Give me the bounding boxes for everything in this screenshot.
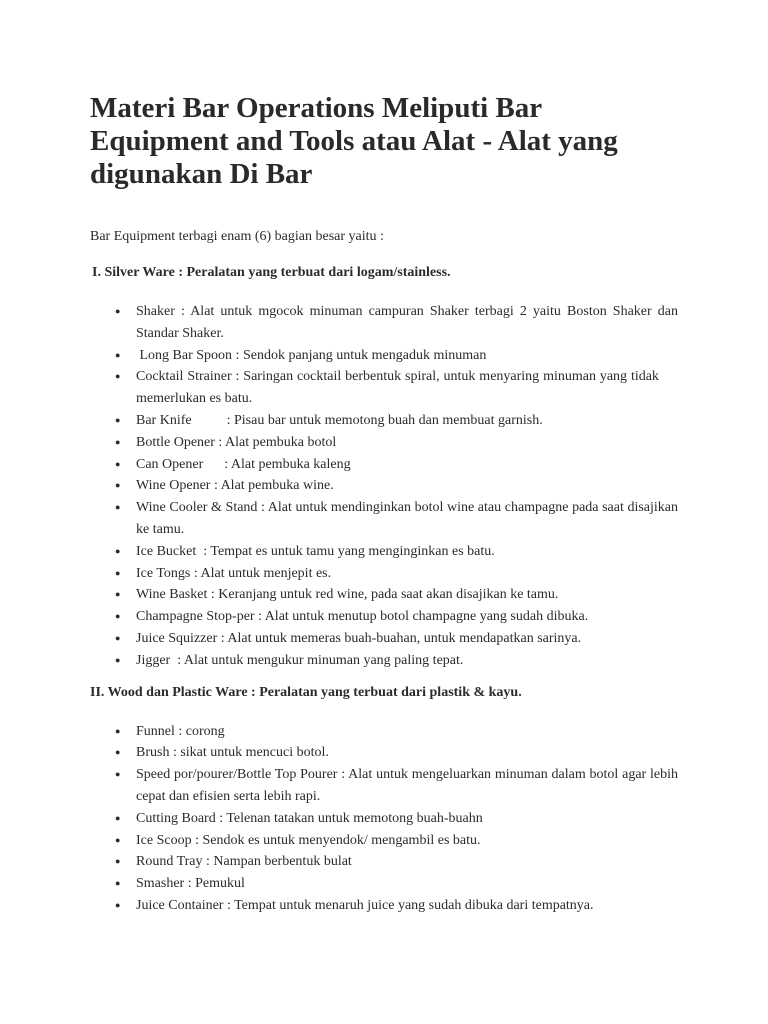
list-item-text: Wine Basket : Keranjang untuk red wine, pada saat akan disajikan ke tamu. <box>136 587 559 603</box>
list-item-text: Shaker : Alat untuk mgocok minuman campuran Shaker terbagi 2 yaitu Boston Shaker dan Standar Shaker. <box>136 304 678 341</box>
bullet-icon: ● <box>115 502 121 513</box>
list-item <box>90 432 678 454</box>
list-item <box>90 873 678 895</box>
bullet-icon: ● <box>115 654 121 665</box>
bullet-icon: ● <box>115 611 121 622</box>
list-item <box>90 366 678 410</box>
list-item-text: Juice Container : Tempat untuk menaruh juice yang sudah dibuka dari tempatnya. <box>136 897 594 913</box>
silver-ware-list <box>90 301 678 672</box>
list-item-text: Juice Squizzer : Alat untuk memeras buah-buahan, untuk mendapatkan sarinya. <box>136 630 582 646</box>
list-item <box>90 808 678 830</box>
list-item <box>90 301 678 345</box>
list-item-text: Cocktail Strainer : Saringan cocktail berbentuk spiral, untuk menyaring minuman yang tidak memerlukan es batu. <box>136 369 678 407</box>
list-item-text: Wine Cooler & Stand : Alat untuk mendinginkan botol wine atau champagne pada saat disajikan ke tamu. <box>136 500 678 537</box>
list-item-text: Cutting Board : Telenan tatakan untuk memotong buah-buahn <box>136 810 483 826</box>
list-item <box>90 563 678 585</box>
list-item-text: Ice Tongs : Alat untuk menjepit es. <box>136 565 332 581</box>
list-item <box>90 541 678 563</box>
list-item <box>90 475 678 497</box>
list-item <box>90 830 678 852</box>
bullet-icon: ● <box>115 545 121 556</box>
list-item-text: Round Tray : Nampan berbentuk bulat <box>136 854 352 870</box>
bullet-icon: ● <box>115 747 121 758</box>
wood-plastic-ware-list <box>90 721 678 917</box>
list-item-text: Brush : sikat untuk mencuci botol. <box>136 745 329 761</box>
bullet-icon: ● <box>115 306 121 316</box>
bullet-icon: ● <box>115 458 121 469</box>
list-item-text: Speed por/pourer/Bottle Top Pourer : Alat untuk mengeluarkan minuman dalam botol agar lebih cepat dan efisien serta lebih rapi. <box>136 767 678 804</box>
list-item <box>90 410 678 432</box>
bullet-icon: ● <box>115 632 121 643</box>
bullet-icon: ● <box>115 371 121 382</box>
list-item-text: Ice Scoop : Sendok es untuk menyendok/ mengambil es batu. <box>136 832 481 848</box>
list-item-text: Jigger : Alat untuk mengukur minuman yang paling tepat. <box>136 652 464 668</box>
list-item-text: Can Opener : Alat pembuka kaleng <box>136 456 351 472</box>
section-heading-wood-plastic-ware: II. Wood dan Plastic Ware : Peralatan yang terbuat dari plastik & kayu. <box>90 684 522 700</box>
list-item-text: Bottle Opener : Alat pembuka botol <box>136 434 337 450</box>
list-item-text: Long Bar Spoon : Sendok panjang untuk mengaduk minuman <box>136 347 487 363</box>
bullet-icon: ● <box>115 899 121 910</box>
section-heading-silver-ware: I. Silver Ware : Peralatan yang terbuat dari logam/stainless. <box>92 265 451 280</box>
list-item <box>90 650 678 672</box>
list-item <box>90 764 678 808</box>
bullet-icon: ● <box>115 812 121 823</box>
list-item <box>90 345 678 367</box>
list-item-text: Wine Opener : Alat pembuka wine. <box>136 478 334 494</box>
bullet-icon: ● <box>115 769 121 780</box>
document-page <box>90 92 678 917</box>
bullet-icon: ● <box>115 589 121 600</box>
list-item <box>90 851 678 873</box>
list-item-text: Champagne Stop-per : Alat untuk menutup botol champagne yang sudah dibuka. <box>136 609 589 625</box>
bullet-icon: ● <box>115 349 121 360</box>
list-item <box>90 454 678 476</box>
list-item-text: Ice Bucket : Tempat es untuk tamu yang menginginkan es batu. <box>136 543 495 559</box>
intro-text: Bar Equipment terbagi enam (6) bagian besar yaitu : <box>90 229 384 244</box>
list-item-text: Funnel : corong <box>136 723 225 739</box>
list-item <box>90 497 678 541</box>
bullet-icon: ● <box>115 878 121 889</box>
list-item <box>90 895 678 917</box>
list-item <box>90 584 678 606</box>
list-item <box>90 742 678 764</box>
bullet-icon: ● <box>115 414 121 425</box>
list-item <box>90 606 678 628</box>
bullet-icon: ● <box>115 725 121 736</box>
list-item <box>90 721 678 743</box>
bullet-icon: ● <box>115 834 121 845</box>
bullet-icon: ● <box>115 567 121 578</box>
list-item <box>90 628 678 650</box>
bullet-icon: ● <box>115 480 121 491</box>
list-item-text: Bar Knife : Pisau bar untuk memotong buah dan membuat garnish. <box>136 412 543 428</box>
document-title: Materi Bar Operations Meliputi Bar Equipment and Tools atau Alat - Alat yang digunakan Di Bar <box>90 92 618 190</box>
bullet-icon: ● <box>115 856 121 867</box>
list-item-text: Smasher : Pemukul <box>136 876 245 892</box>
bullet-icon: ● <box>115 436 121 447</box>
